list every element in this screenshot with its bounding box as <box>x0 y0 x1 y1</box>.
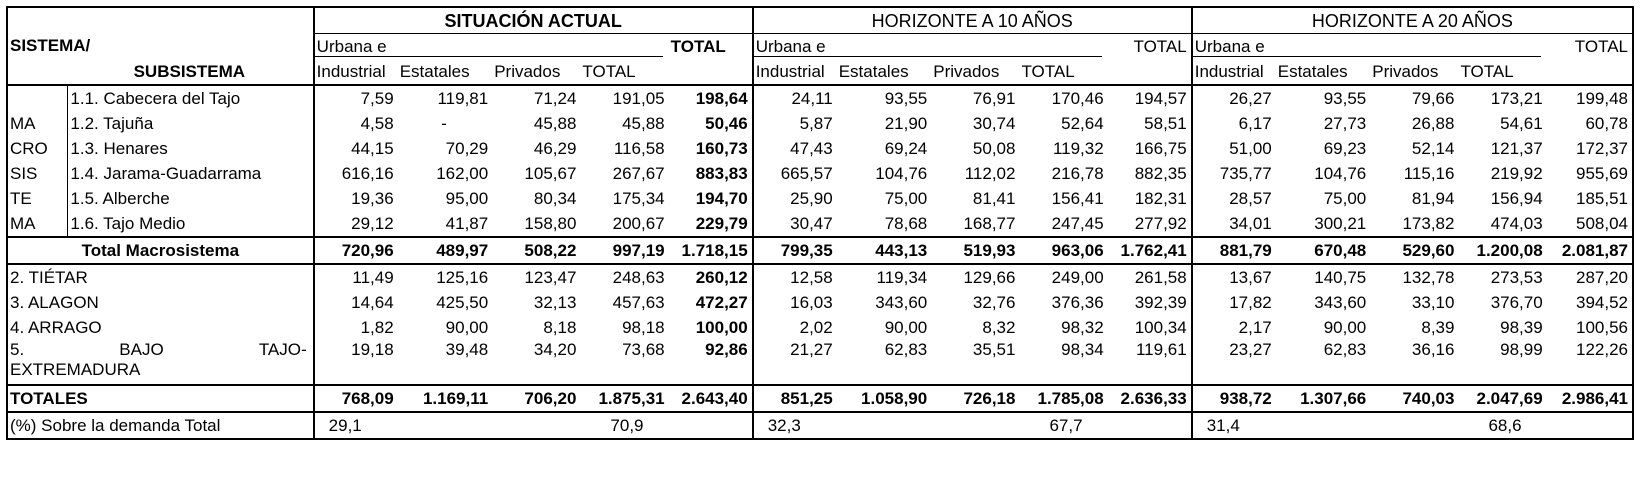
row-name: 1.4. Jarama-Guadarrama <box>68 161 314 186</box>
header-sistema: SISTEMA/ <box>7 34 314 60</box>
header-subsistema: SUBSISTEMA <box>7 59 314 85</box>
header-total-actual: TOTAL <box>670 36 726 56</box>
water-demand-table <box>6 6 1634 440</box>
header-subtotal-20: TOTAL <box>1458 59 1546 85</box>
table-row: 2. TIÉTAR 11,49 125,16 123,47 248,63 260,12 12,58 119,34 129,66 249,00 261,58 13,67 140,75 132,78 273,53 287,20 <box>7 264 1633 290</box>
row-name: 1.1. Cabecera del Tajo <box>68 85 314 111</box>
header-industrial-actual: Industrial <box>314 59 398 85</box>
table-row: CRO 1.3. Henares 44,15 70,29 46,29 116,58 160,73 47,43 69,24 50,08 119,32 166,75 51,00 69,23 52,14 121,37 172,37 <box>7 136 1633 161</box>
header-urbana-e-10: Urbana e <box>753 34 1108 60</box>
row-name: 3. ALAGON <box>7 290 314 315</box>
macro-label: SIS <box>7 161 68 186</box>
row-name: TOTALES <box>7 385 314 412</box>
header-industrial-10: Industrial <box>753 59 837 85</box>
header-privados-actual: Privados <box>492 59 580 85</box>
header-row-2 <box>7 34 1633 60</box>
macro-label: TE <box>7 186 68 211</box>
header-estatales-20: Estatales <box>1276 59 1371 85</box>
row-name-part: 5. <box>10 340 25 359</box>
table-row: MA 1.6. Tajo Medio 29,12 41,87 158,80 200,67 229,79 30,47 78,68 168,77 247,45 277,92 34,01 300,21 173,82 474,03 508,04 <box>7 211 1633 237</box>
table-row: 1.1. Cabecera del Tajo 7,59 119,81 71,24 191,05 198,64 24,11 93,55 76,91 170,46 194,57 26,27 93,55 79,66 173,21 199,48 <box>7 85 1633 111</box>
header-subtotal-10: TOTAL <box>1019 59 1107 85</box>
row-name-part: BAJO <box>119 340 164 359</box>
row-name: Total Macrosistema <box>7 237 314 264</box>
row-name: 1.2. Tajuña <box>68 111 314 136</box>
total-macrosistema-row: Total Macrosistema 720,96 489,97 508,22 997,19 1.718,15 799,35 443,13 519,93 963,06 1.762,41 881,79 670,48 529,60 1.200,08 2.081,87 <box>7 237 1633 264</box>
totales-row: TOTALES 768,09 1.169,11 706,20 1.875,31 2.643,40 851,25 1.058,90 726,18 1.785,08 2.636,33 938,72 1.307,66 740,03 2.047,69 2.986,41 <box>7 385 1633 412</box>
header-urbana-e-actual: Urbana e <box>314 34 669 60</box>
table-row: SIS 1.4. Jarama-Guadarrama 616,16 162,00 105,67 267,67 883,83 665,57 104,76 112,02 216,78 882,35 735,77 104,76 115,16 219,92 955,69 <box>7 161 1633 186</box>
table-row: MA 1.2. Tajuña 4,58 - 45,88 45,88 50,46 5,87 21,90 30,74 52,64 58,51 6,17 27,73 26,88 54,61 60,78 <box>7 111 1633 136</box>
row-name-part: TAJO- <box>258 340 307 359</box>
row-name: 4. ARRAGO <box>7 315 314 340</box>
header-estatales-actual: Estatales <box>398 59 493 85</box>
header-privados-20: Privados <box>1370 59 1458 85</box>
macro-label: MA <box>7 211 68 237</box>
row-name-part: EXTREMADURA <box>10 360 141 379</box>
header-total-20: TOTAL <box>1547 34 1633 60</box>
header-urbana-e-20: Urbana e <box>1192 34 1547 60</box>
row-name <box>7 340 314 385</box>
row-name: 1.6. Tajo Medio <box>68 211 314 237</box>
macro-label: CRO <box>7 136 68 161</box>
header-row-3 <box>7 59 1633 85</box>
macro-label: MA <box>7 111 68 136</box>
row-name: (%) Sobre la demanda Total <box>7 412 314 439</box>
header-industrial-20: Industrial <box>1192 59 1276 85</box>
row-name: 1.5. Alberche <box>68 186 314 211</box>
table-row: 5. BAJO TAJO- EXTREMADURA 19,18 39,48 34,20 73,68 92,86 21,27 62,83 35,51 98,34 119,61 23,27 62,83 36,16 98,99 122,26 <box>7 340 1633 385</box>
header-total-10: TOTAL <box>1133 36 1187 56</box>
table-row: 4. ARRAGO 1,82 90,00 8,18 98,18 100,00 2,02 90,00 8,32 98,32 100,34 2,17 90,00 8,39 98,39 100,56 <box>7 315 1633 340</box>
table-row: TE 1.5. Alberche 19,36 95,00 80,34 175,34 194,70 25,90 75,00 81,41 156,41 182,31 28,57 75,00 81,94 156,94 185,51 <box>7 186 1633 211</box>
row-name: 2. TIÉTAR <box>7 264 314 290</box>
header-privados-10: Privados <box>931 59 1019 85</box>
row-name: 1.3. Henares <box>68 136 314 161</box>
table-row: 3. ALAGON 14,64 425,50 32,13 457,63 472,27 16,03 343,60 32,76 376,36 392,39 17,82 343,60 33,10 376,70 394,52 <box>7 290 1633 315</box>
header-row-1 <box>7 7 1633 34</box>
percent-row: (%) Sobre la demanda Total 29,1 70,9 32,3 67,7 31,4 68,6 <box>7 412 1633 439</box>
header-estatales-10: Estatales <box>837 59 932 85</box>
header-subtotal-actual: TOTAL <box>580 59 668 85</box>
header-horizonte-10: HORIZONTE A 10 AÑOS <box>753 7 1192 34</box>
header-situacion-actual: SITUACIÓN ACTUAL <box>314 7 753 34</box>
header-horizonte-20: HORIZONTE A 20 AÑOS <box>1192 7 1633 34</box>
